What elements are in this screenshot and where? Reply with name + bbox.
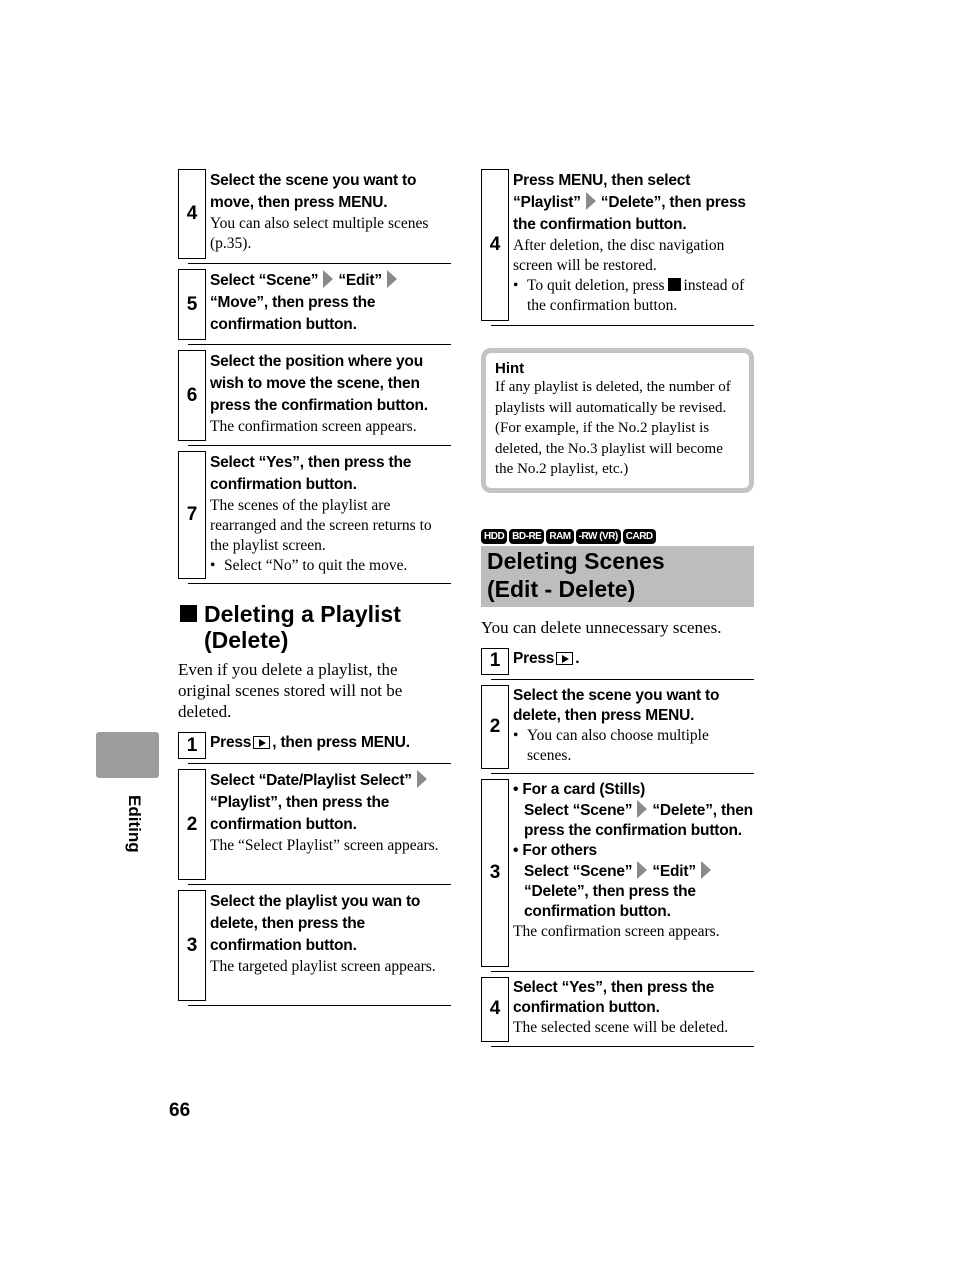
card-instructions: Select “Scene” “Delete”, then press the confirmation button. [524,801,753,839]
arrow-right-icon [586,192,596,210]
step-number: 2 [481,685,509,769]
move-step-4 [178,169,451,259]
arrow-right-icon [701,861,711,879]
step-description: The targeted playlist screen appears. [210,958,436,975]
step-number: 4 [178,169,206,259]
step-bullet: • Select “No” to quit the move. [210,557,408,574]
step-heading: Select “Yes”, then press the confirmation button. [513,978,715,1016]
badge-card: CARD [623,529,656,544]
move-step-6 [178,350,451,441]
step-description: The scenes of the playlist are rearranged and the screen returns to the playlist screen. [210,497,432,554]
badge-ram: RAM [546,529,573,544]
scene-delete-step-1 [481,648,754,675]
heading-part: “Move”, then press the confirmation button. [210,294,376,333]
section-banner: Deleting Scenes (Edit - Delete) [481,546,754,607]
arrow-right-icon [323,270,333,288]
step-heading: Select “Date/Playlist Select”“Playlist”, then press the confirmation button. [210,770,451,836]
scene-delete-step-2 [481,685,754,769]
step-description: The confirmation screen appears. [513,922,720,940]
step-number: 1 [178,732,206,759]
card-label: • For a card (Stills) [513,780,646,798]
badge-rw-vr: -RW (VR) [576,529,621,544]
step-description: After deletion, the disc navigation screen will be restored. [513,237,725,274]
step-bullet: • You can also choose multiple scenes. [513,726,709,764]
step-description: The selected scene will be deleted. [513,1018,729,1036]
step-number: 4 [481,977,509,1042]
step-number: 3 [481,779,509,967]
step-number: 7 [178,451,206,579]
scene-delete-step-3 [481,779,754,967]
media-badges [481,529,754,544]
badge-bd-re: BD-RE [509,529,544,544]
stop-button-icon [668,278,681,291]
left-column [178,169,451,1001]
section-intro: Even if you delete a playlist, the original scenes stored will not be deleted. [178,660,403,721]
play-button-icon [253,736,270,749]
step-heading [210,270,451,336]
delete-step-3 [178,890,451,1001]
step-heading: Select “Yes”, then press the confirmation button. [210,454,412,493]
step-heading: Press , then press MENU. [210,734,410,751]
step-description: The confirmation screen appears. [210,418,417,435]
scene-delete-step-4 [481,977,754,1042]
page-number: 66 [169,1100,191,1121]
arrow-right-icon [417,770,427,788]
chapter-tab [96,732,159,778]
step-description: The “Select Playlist” screen appears. [210,837,439,854]
step-number: 3 [178,890,206,1001]
arrow-right-icon [637,800,647,818]
step-heading: Select the position where you wish to move the scene, then press the confirmation button. [210,353,428,414]
move-step-7 [178,451,451,579]
black-square-icon [180,605,197,622]
step-heading: Select the scene you want to delete, then press MENU. [513,686,720,724]
badge-hdd: HDD [481,529,507,544]
step-number: 6 [178,350,206,441]
playlist-delete-step-4 [481,169,754,321]
hint-title: Hint [495,360,525,377]
hint-box [481,348,754,493]
step-description: You can also select multiple scenes (p.35). [210,215,429,252]
section-intro: You can delete unnecessary scenes. [481,617,722,637]
heading-part: “Edit” [338,272,382,289]
delete-step-1 [178,732,451,759]
others-instructions: Select “Scene” “Edit”“Delete”, then press the confirmation button. [513,861,754,922]
others-label: • For others [513,841,597,859]
move-step-5 [178,269,451,340]
chapter-label: Editing [125,795,144,853]
heading-part: Select “Scene” [210,272,319,289]
arrow-right-icon [637,861,647,879]
play-button-icon [556,652,573,665]
section-title: Deleting a Playlist (Delete) [178,601,451,653]
step-heading: Select the scene you want to move, then press MENU. [210,172,417,211]
step-number: 5 [178,269,206,340]
step-heading: Press MENU, then select “Playlist” “Delete”, then press the confirmation button. [513,172,746,233]
right-column [481,169,754,1042]
step-number: 1 [481,648,509,675]
delete-step-2 [178,769,451,880]
step-number: 4 [481,169,509,321]
step-heading: Select the playlist you wan to delete, then press the confirmation button. [210,893,421,954]
step-heading: Press . [513,649,580,667]
step-bullet: • To quit deletion, press instead of the confirmation button. [513,277,745,314]
arrow-right-icon [387,270,397,288]
hint-text: If any playlist is deleted, the number of playlists will automatically be revised. (For example, if the No.2 playlist is deleted, the No.3 playlist will become the No.2 playlist, etc.) [495,379,731,477]
step-number: 2 [178,769,206,880]
